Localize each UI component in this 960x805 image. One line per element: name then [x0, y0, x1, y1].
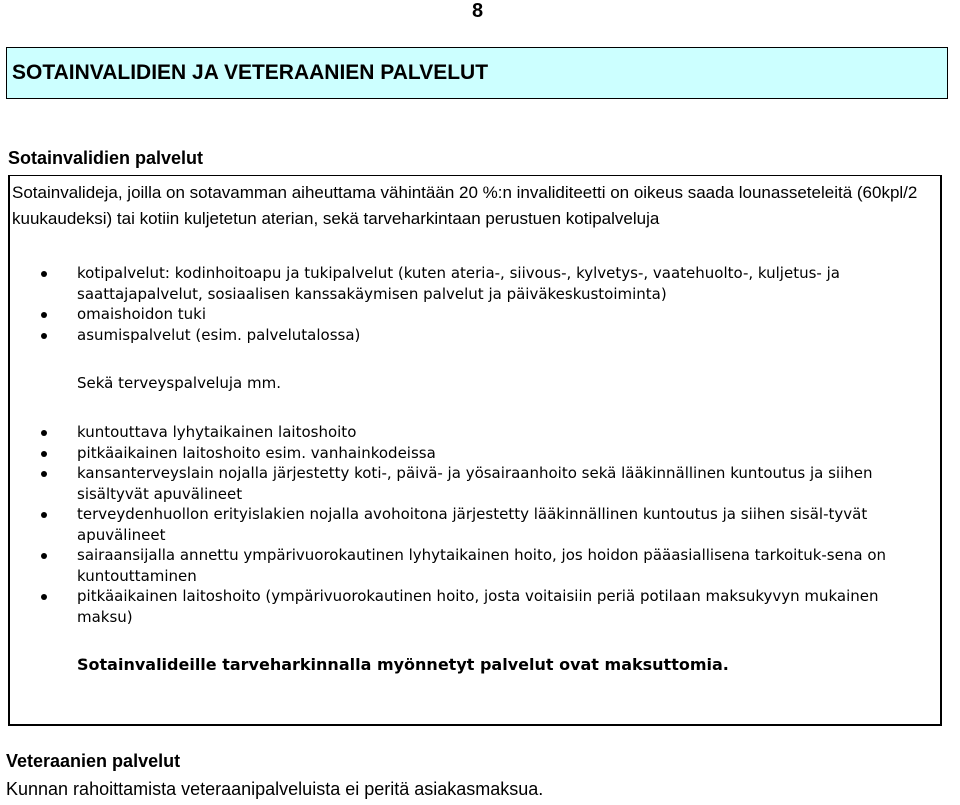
health-services-list [10, 422, 940, 627]
list-item: kansanterveyslain nojalla järjestetty koti-, päivä- ja yösairaanhoito sekä lääkinnällinen kuntoutus ja siihen sisältyvät apuvälineet [10, 463, 940, 504]
veterans-heading: Veteraanien palvelut [6, 751, 181, 771]
section-title: SOTAINVALIDIEN JA VETERAANIEN PALVELUT [12, 61, 489, 84]
bullet-icon [41, 312, 47, 318]
veterans-text: Kunnan rahoittamista veteraanipalveluista ei peritä asiakasmaksua. [6, 779, 544, 799]
bullet-icon [41, 451, 47, 457]
war-invalids-box [8, 175, 942, 726]
war-invalids-heading: Sotainvalidien palvelut [8, 148, 204, 168]
bullet-icon [41, 512, 47, 518]
health-services-intro: Sekä terveyspalveluja mm. [77, 374, 281, 392]
list-item: kuntouttava lyhytaikainen laitoshoito [10, 422, 940, 443]
list-item: kotipalvelut: kodinhoitoapu ja tukipalvelut (kuten ateria-, siivous-, kylvetys-, vaatehuolto-, kuljetus- ja saattajapalvelut, sosiaalisen kanssakäymisen palvelut ja päiväkeskustoiminta) [10, 263, 940, 304]
free-services-statement: Sotainvalideille tarveharkinnalla myönnetyt palvelut ovat maksuttomia. [77, 655, 729, 674]
war-invalids-intro: Sotainvalideja, joilla on sotavamman aiheuttama vähintään 20 %:n invaliditeetti on oikeus saada lounasseteleitä (60kpl/2 kuukaudeksi) tai kotiin kuljetetun aterian, sekä tarveharkintaan perustuen kotipalveluja [12, 183, 918, 228]
home-services-list [10, 263, 940, 345]
list-item: pitkäaikainen laitoshoito esim. vanhainkodeissa [10, 443, 940, 464]
bullet-icon [41, 333, 47, 339]
list-item: pitkäaikainen laitoshoito (ympärivuorokautinen hoito, josta voitaisiin periä potilaan maksukyvyn mukainen maksu) [10, 586, 940, 627]
bullet-icon [41, 594, 47, 600]
bullet-icon [41, 271, 47, 277]
page-number: 8 [472, 0, 484, 22]
list-item: asumispalvelut (esim. palvelutalossa) [10, 325, 940, 346]
section-title-banner [6, 47, 948, 99]
bullet-icon [41, 430, 47, 436]
bullet-icon [41, 471, 47, 477]
list-item: terveydenhuollon erityislakien nojalla avohoitona järjestetty lääkinnällinen kuntoutus ja siihen sisäl-tyvät apuvälineet [10, 504, 940, 545]
list-item: omaishoidon tuki [10, 304, 940, 325]
list-item: sairaansijalla annettu ympärivuorokautinen lyhytaikainen hoito, jos hoidon pääasiallisena tarkoituk-sena on kuntouttaminen [10, 545, 940, 586]
bullet-icon [41, 553, 47, 559]
